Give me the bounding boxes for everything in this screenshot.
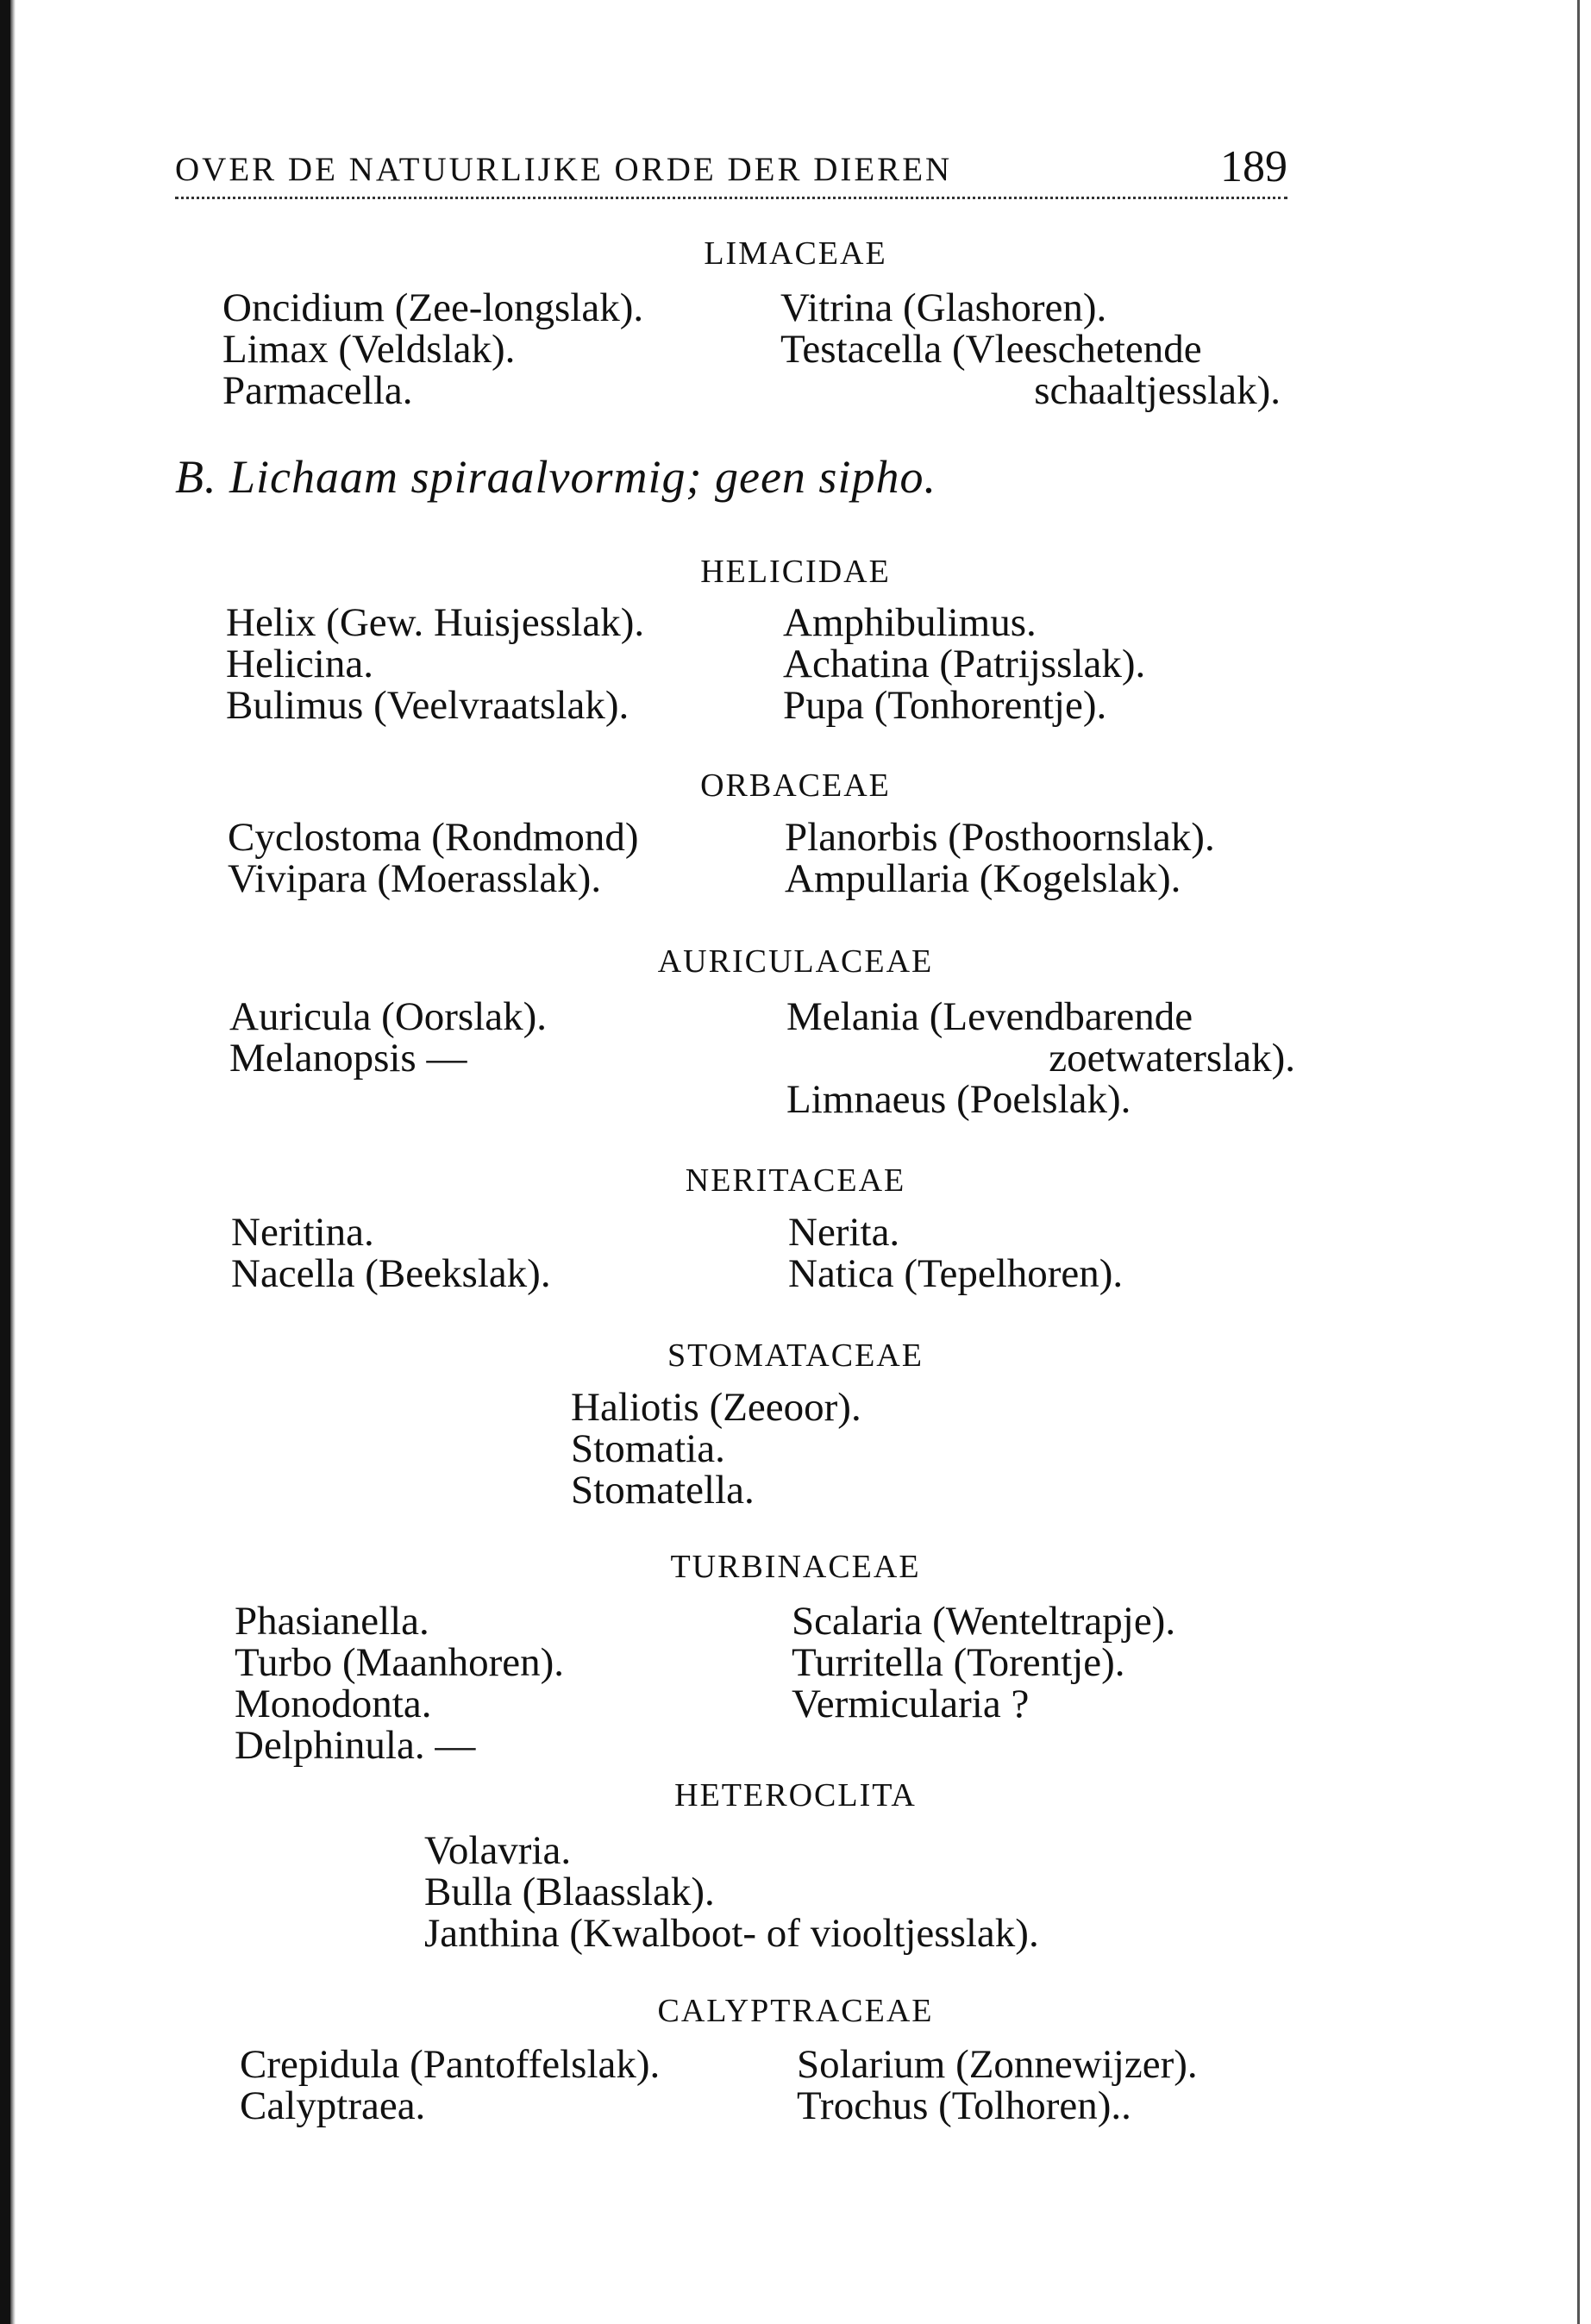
taxon-entry: Helix (Gew. Huisjesslak).	[226, 600, 645, 645]
taxon-entry: Testacella (Vleeschetende	[780, 327, 1202, 372]
taxon-entry: Ampullaria (Kogelslak).	[785, 856, 1181, 901]
stomataceae-column	[571, 1387, 861, 1511]
taxon-entry: Limnaeus (Poelslak).	[786, 1077, 1131, 1122]
taxon-entry: Melania (Levendbarende	[786, 994, 1193, 1039]
taxon-entry: Limax (Veldslak).	[222, 327, 516, 372]
taxon-entry: Turbo (Maanhoren).	[235, 1640, 565, 1685]
family-title-turbinaceae: TURBINACEAE	[670, 1549, 921, 1585]
section-b-heading: B. Lichaam spiraalvormig; geen sipho.	[175, 451, 936, 503]
taxon-entry: Monodonta.	[235, 1682, 432, 1726]
taxon-entry: Vermicularia ?	[792, 1682, 1030, 1726]
family-title-stomataceae: STOMATACEAE	[667, 1337, 924, 1374]
taxon-entry: Bulimus (Veelvraatslak).	[226, 683, 630, 728]
taxon-entry: Trochus (Tolhoren)..	[797, 2083, 1131, 2128]
taxon-entry-continued: zoetwaterslak).	[1049, 1036, 1295, 1081]
taxon-entry: Scalaria (Wenteltrapje).	[792, 1599, 1176, 1644]
helicidae-left-column	[226, 602, 644, 726]
neritaceae-left-column	[231, 1212, 551, 1294]
taxon-entry-continued: schaaltjesslak).	[1034, 368, 1281, 413]
taxon-entry: Volavria.	[424, 1828, 572, 1873]
family-title-orbaceae: ORBACEAE	[700, 767, 891, 804]
taxon-entry: Nacella (Beekslak).	[231, 1251, 551, 1296]
taxon-entry: Achatina (Patrijsslak).	[783, 642, 1146, 686]
turbinaceae-right-column	[792, 1600, 1175, 1725]
page-header	[175, 142, 1287, 199]
running-title: OVER DE NATUURLIJKE ORDE DER DIEREN	[175, 151, 953, 188]
taxon-entry: Vitrina (Glashoren).	[780, 285, 1107, 330]
taxon-entry: Haliotis (Zeeoor).	[571, 1385, 861, 1430]
taxon-entry: Natica (Tepelhoren).	[788, 1251, 1124, 1296]
limaceae-left-column	[222, 287, 643, 411]
page-number: 189	[1220, 142, 1287, 191]
taxon-entry: Nerita.	[788, 1210, 900, 1255]
family-title-neritaceae: NERITACEAE	[685, 1162, 906, 1199]
family-title-helicidae: HELICIDAE	[700, 554, 891, 590]
taxon-entry: Stomatella.	[571, 1468, 755, 1513]
family-title-auriculaceae: AURICULACEAE	[657, 943, 934, 980]
taxon-entry: Cyclostoma (Rondmond)	[228, 815, 639, 860]
helicidae-right-column	[783, 602, 1145, 726]
calyptraceae-right-column	[797, 2044, 1198, 2127]
limaceae-right-column	[780, 287, 1281, 411]
taxon-entry: Auricula (Oorslak).	[229, 994, 548, 1039]
taxon-entry: Oncidium (Zee-longslak).	[222, 285, 644, 330]
family-title-heteroclita: HETEROCLITA	[674, 1777, 917, 1813]
taxon-entry: Amphibulimus.	[783, 600, 1037, 645]
neritaceae-right-column	[788, 1212, 1123, 1294]
auriculaceae-left-column	[229, 996, 547, 1079]
taxon-entry: Delphinula. —	[235, 1723, 476, 1768]
family-title-limaceae: LIMACEAE	[704, 235, 887, 272]
taxon-entry: Janthina (Kwalboot- of viooltjesslak).	[424, 1911, 1039, 1956]
taxon-entry: Helicina.	[226, 642, 373, 686]
family-title-calyptraceae: CALYPTRACEAE	[657, 1993, 934, 2029]
taxon-entry: Vivipara (Moerasslak).	[228, 856, 602, 901]
heteroclita-column	[424, 1830, 1039, 1954]
calyptraceae-left-column	[240, 2044, 660, 2127]
taxon-entry: Neritina.	[231, 1210, 374, 1255]
orbaceae-right-column	[785, 817, 1215, 899]
orbaceae-left-column	[228, 817, 639, 899]
taxon-entry: Parmacella.	[222, 368, 413, 413]
auriculaceae-right-column	[786, 996, 1295, 1120]
taxon-entry: Phasianella.	[235, 1599, 429, 1644]
taxon-entry: Planorbis (Posthoornslak).	[785, 815, 1215, 860]
taxon-entry: Calyptraea.	[240, 2083, 426, 2128]
taxon-entry: Solarium (Zonnewijzer).	[797, 2042, 1198, 2087]
taxon-entry: Crepidula (Pantoffelslak).	[240, 2042, 661, 2087]
taxon-entry: Turritella (Torentje).	[792, 1640, 1125, 1685]
taxon-entry: Bulla (Blaasslak).	[424, 1870, 715, 1914]
taxon-entry: Stomatia.	[571, 1426, 725, 1471]
turbinaceae-left-column	[235, 1600, 564, 1766]
taxon-entry: Pupa (Tonhorentje).	[783, 683, 1107, 728]
taxon-entry: Melanopsis —	[229, 1036, 467, 1081]
